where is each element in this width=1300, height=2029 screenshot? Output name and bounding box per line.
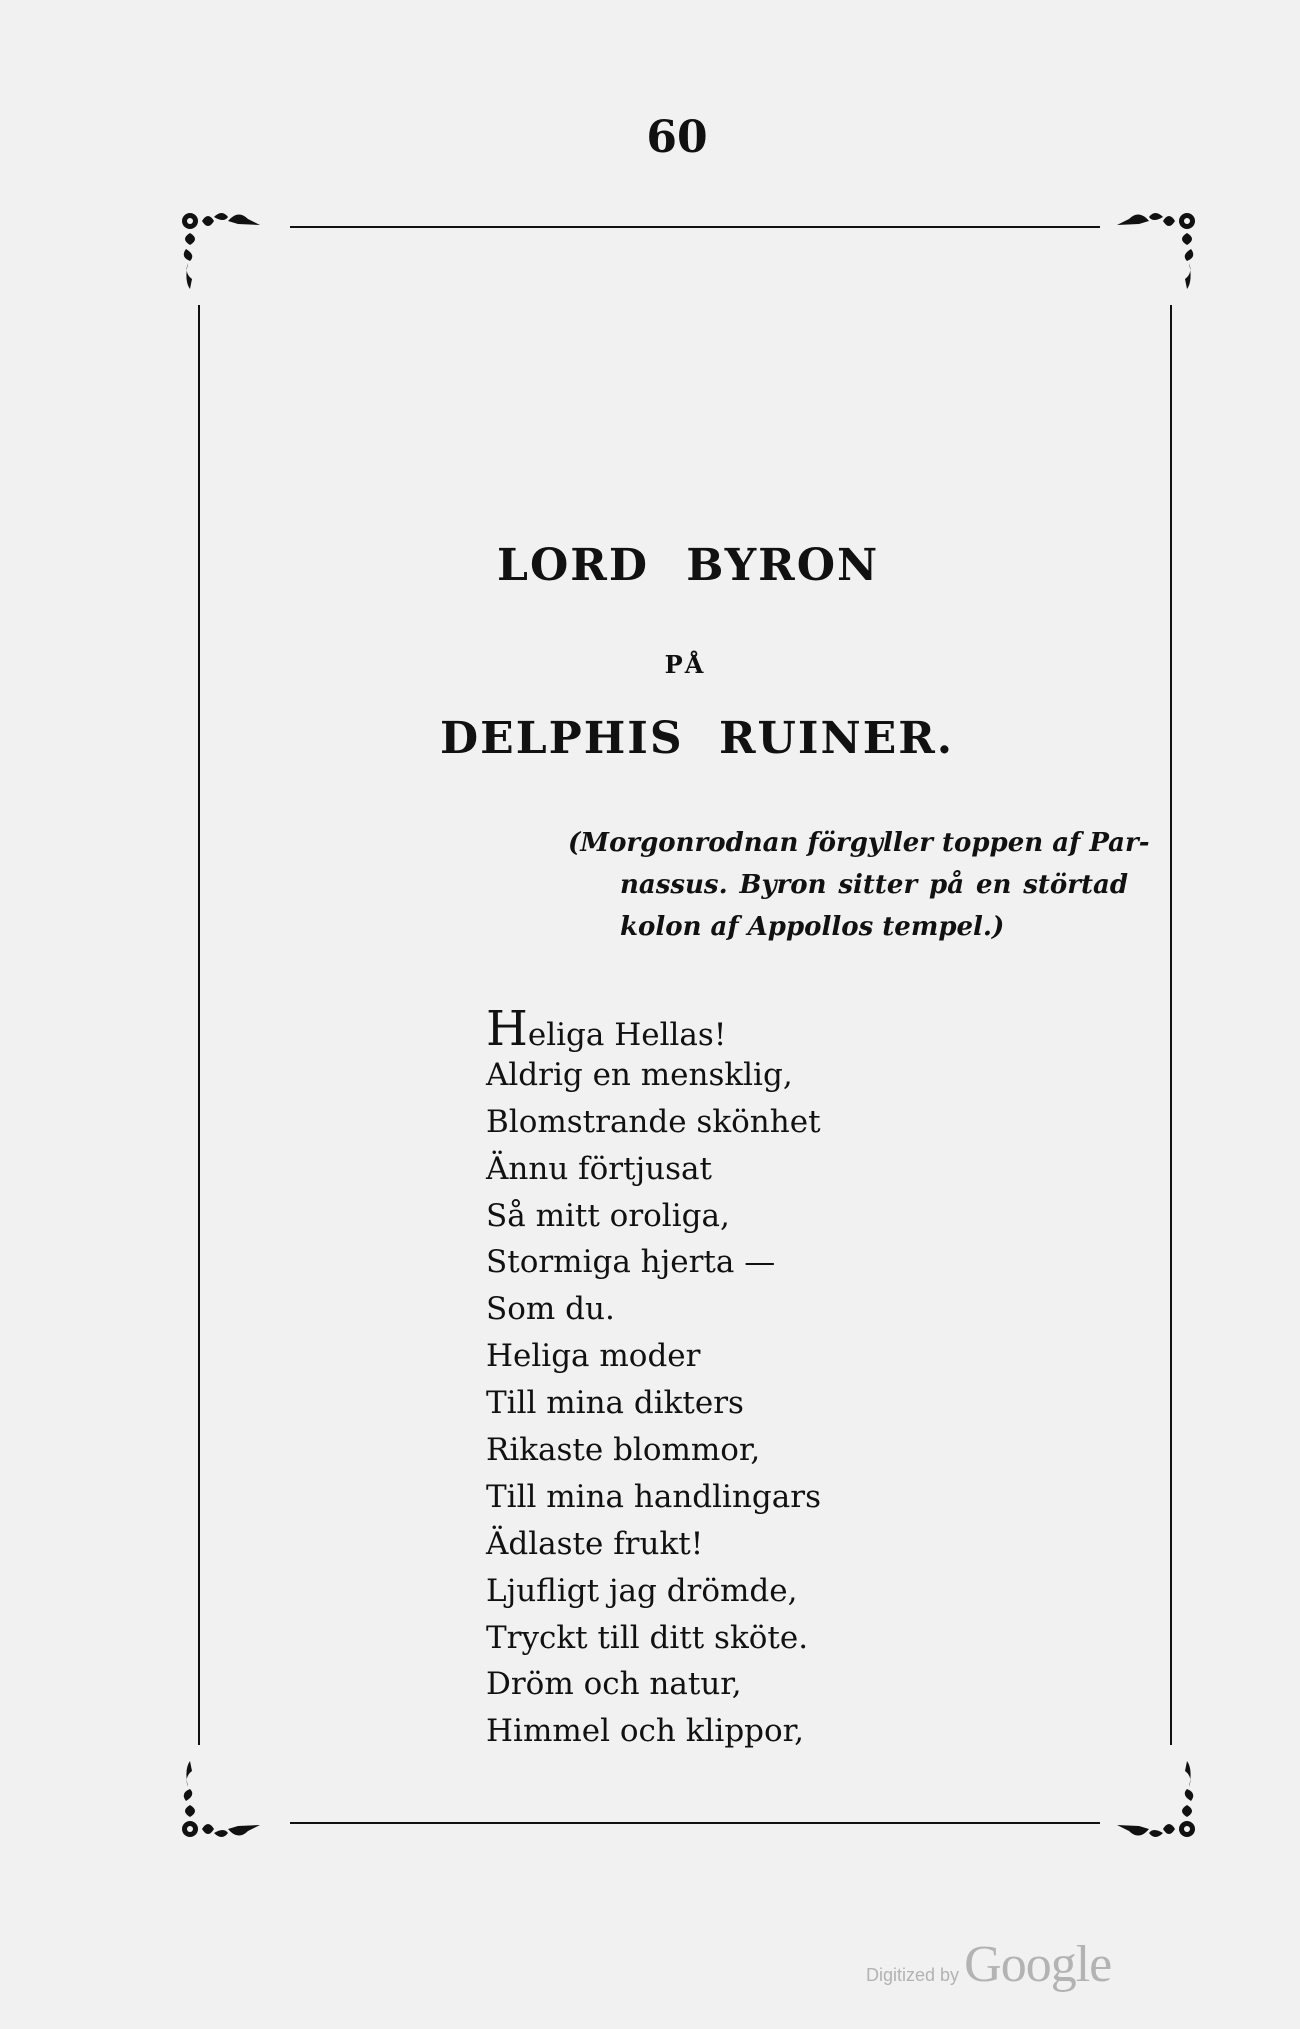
- poem-line: Stormiga hjerta —: [486, 1244, 776, 1281]
- poem-line: Som du.: [486, 1291, 615, 1328]
- poem-line: Dröm och natur,: [486, 1666, 742, 1703]
- floral-corner-ornament-icon: [1097, 1745, 1197, 1845]
- poem-line: Så mitt oroliga,: [486, 1197, 730, 1234]
- poem-line: Aldrig en mensklig,: [486, 1056, 793, 1093]
- poem-line-text: eliga Hellas!: [527, 1017, 727, 1053]
- poem-body: [486, 1001, 1046, 1755]
- frame-left-rule: [198, 305, 200, 1745]
- drop-cap: H: [486, 1001, 528, 1057]
- title-line-1: LORD BYRON: [497, 540, 880, 591]
- poem-line: Heliga moder: [486, 1338, 701, 1375]
- stage-direction-line: kolon af Appollos tempel.): [620, 912, 1005, 942]
- stage-direction: [568, 822, 1150, 948]
- stage-direction-line: nassus. Byron sitter på en störtad: [620, 870, 1128, 900]
- watermark-prefix: Digitized by: [866, 1965, 960, 1985]
- floral-corner-ornament-icon: [180, 1745, 280, 1845]
- frame-right-rule: [1170, 305, 1172, 1745]
- poem-line: [486, 1001, 1046, 1057]
- poem-line: Rikaste blommor,: [486, 1432, 761, 1469]
- poem-line: Till mina handlingars: [486, 1478, 821, 1515]
- title-line-2: DELPHIS RUINER.: [440, 713, 955, 764]
- poem-line: Tryckt till ditt sköte.: [486, 1619, 809, 1656]
- frame-top-rule: [290, 226, 1100, 228]
- title-connector: PÅ: [664, 650, 706, 679]
- poem-line: Himmel och klippor,: [486, 1713, 804, 1750]
- frame-bottom-rule: [290, 1822, 1100, 1824]
- floral-corner-ornament-icon: [180, 205, 280, 305]
- poem-line: Ädlaste frukt!: [486, 1525, 704, 1562]
- digitized-by-google-watermark: [866, 1935, 1111, 1994]
- poem-line: Ljufligt jag drömde,: [486, 1572, 798, 1609]
- stage-direction-line: (Morgonrodnan förgyller toppen af Par-: [568, 828, 1150, 858]
- floral-corner-ornament-icon: [1097, 205, 1197, 305]
- poem-line: Blomstrande skönhet: [486, 1103, 821, 1140]
- poem-line: Till mina dikters: [486, 1385, 744, 1422]
- google-logo: Google: [964, 1936, 1112, 1993]
- page-number: 60: [646, 112, 708, 163]
- poem-line: Ännu förtjusat: [486, 1150, 712, 1187]
